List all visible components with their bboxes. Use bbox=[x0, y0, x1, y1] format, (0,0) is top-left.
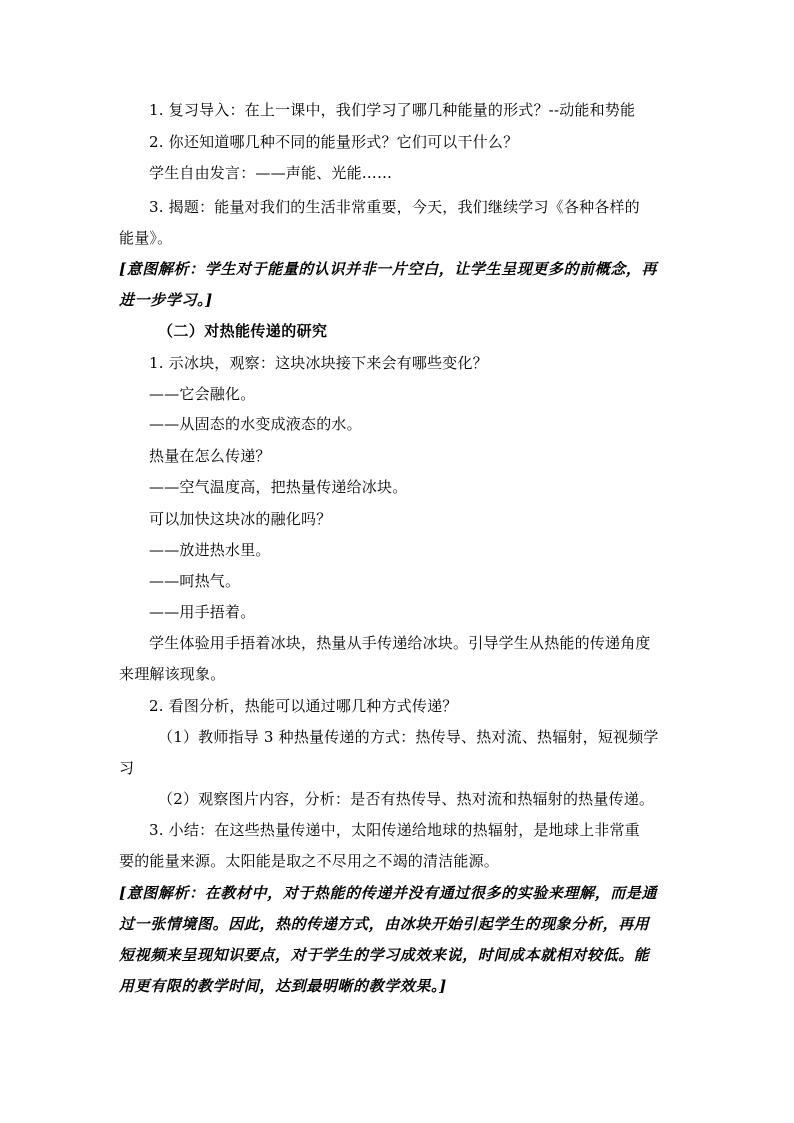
ice-observe-line: 1. 示冰块，观察：这块冰块接下来会有哪些变化？ bbox=[149, 354, 488, 372]
review-intro-line: 1. 复习导入：在上一课中，我们学习了哪几种能量的形式？--动能和势能 bbox=[149, 101, 636, 119]
observe-picture-line: （2）观察图片内容，分析：是否有热传导、热对流和热辐射的热量传递。 bbox=[158, 790, 655, 808]
intent-note-2-line2: 过一张情境图。因此，热的传递方式，由冰块开始引起学生的现象分析，再用 bbox=[119, 915, 650, 933]
section-heading: （二）对热能传递的研究 bbox=[158, 322, 328, 340]
answer-melt-line: ——它会融化。 bbox=[149, 385, 256, 403]
experience-line-cont: 来理解该现象。 bbox=[119, 665, 226, 683]
intent-note-1-cont: 进一步学习。] bbox=[119, 291, 213, 309]
intent-note-2: [意图解析：在教材中，对于热能的传递并没有通过很多的实验来理解，而是通 bbox=[119, 884, 658, 902]
answer-state-line: ——从固态的水变成液态的水。 bbox=[149, 415, 362, 433]
intent-note-1: [意图解析：学生对于能量的认识并非一片空白，让学生呈现更多的前概念，再 bbox=[119, 260, 658, 278]
answer-air-line: ——空气温度高，把热量传递给冰块。 bbox=[149, 478, 408, 496]
intent-note-2-line3: 短视频来呈现知识要点，对于学生的学习成效来说，时间成本就相对较低。能 bbox=[119, 946, 650, 964]
topic-reveal-line: 3. 揭题：能量对我们的生活非常重要，今天，我们继续学习《各种各样的 bbox=[149, 198, 640, 216]
summary-line: 3. 小结：在这些热量传递中，太阳传递给地球的热辐射，是地球上非常重 bbox=[149, 821, 640, 839]
teacher-guide-line: （1）教师指导 3 种热量传递的方式：热传导、热对流、热辐射，短视频学 bbox=[158, 728, 659, 746]
heat-transfer-question: 热量在怎么传递？ bbox=[149, 447, 271, 465]
teacher-guide-line-cont: 习 bbox=[119, 759, 135, 777]
picture-analysis-line: 2. 看图分析，热能可以通过哪几种方式传递？ bbox=[149, 697, 458, 715]
answer-hot-water: ——放进热水里。 bbox=[149, 541, 271, 559]
question-line: 2. 你还知道哪几种不同的能量形式？它们可以干什么？ bbox=[149, 133, 519, 151]
speed-up-question: 可以加快这块冰的融化吗？ bbox=[149, 510, 332, 528]
student-answer-line: 学生自由发言：——声能、光能…… bbox=[149, 164, 393, 182]
intent-note-2-line4: 用更有限的教学时间，达到最明晰的教学效果。] bbox=[119, 977, 447, 995]
answer-hand: ——用手捂着。 bbox=[149, 603, 256, 621]
topic-reveal-line-cont: 能量》。 bbox=[119, 229, 173, 247]
summary-line-cont: 要的能量来源。太阳能是取之不尽用之不竭的清洁能源。 bbox=[119, 852, 500, 870]
answer-breath: ——呵热气。 bbox=[149, 572, 241, 590]
experience-line: 学生体验用手捂着冰块，热量从手传递给冰块。引导学生从热能的传递角度 bbox=[149, 634, 651, 652]
